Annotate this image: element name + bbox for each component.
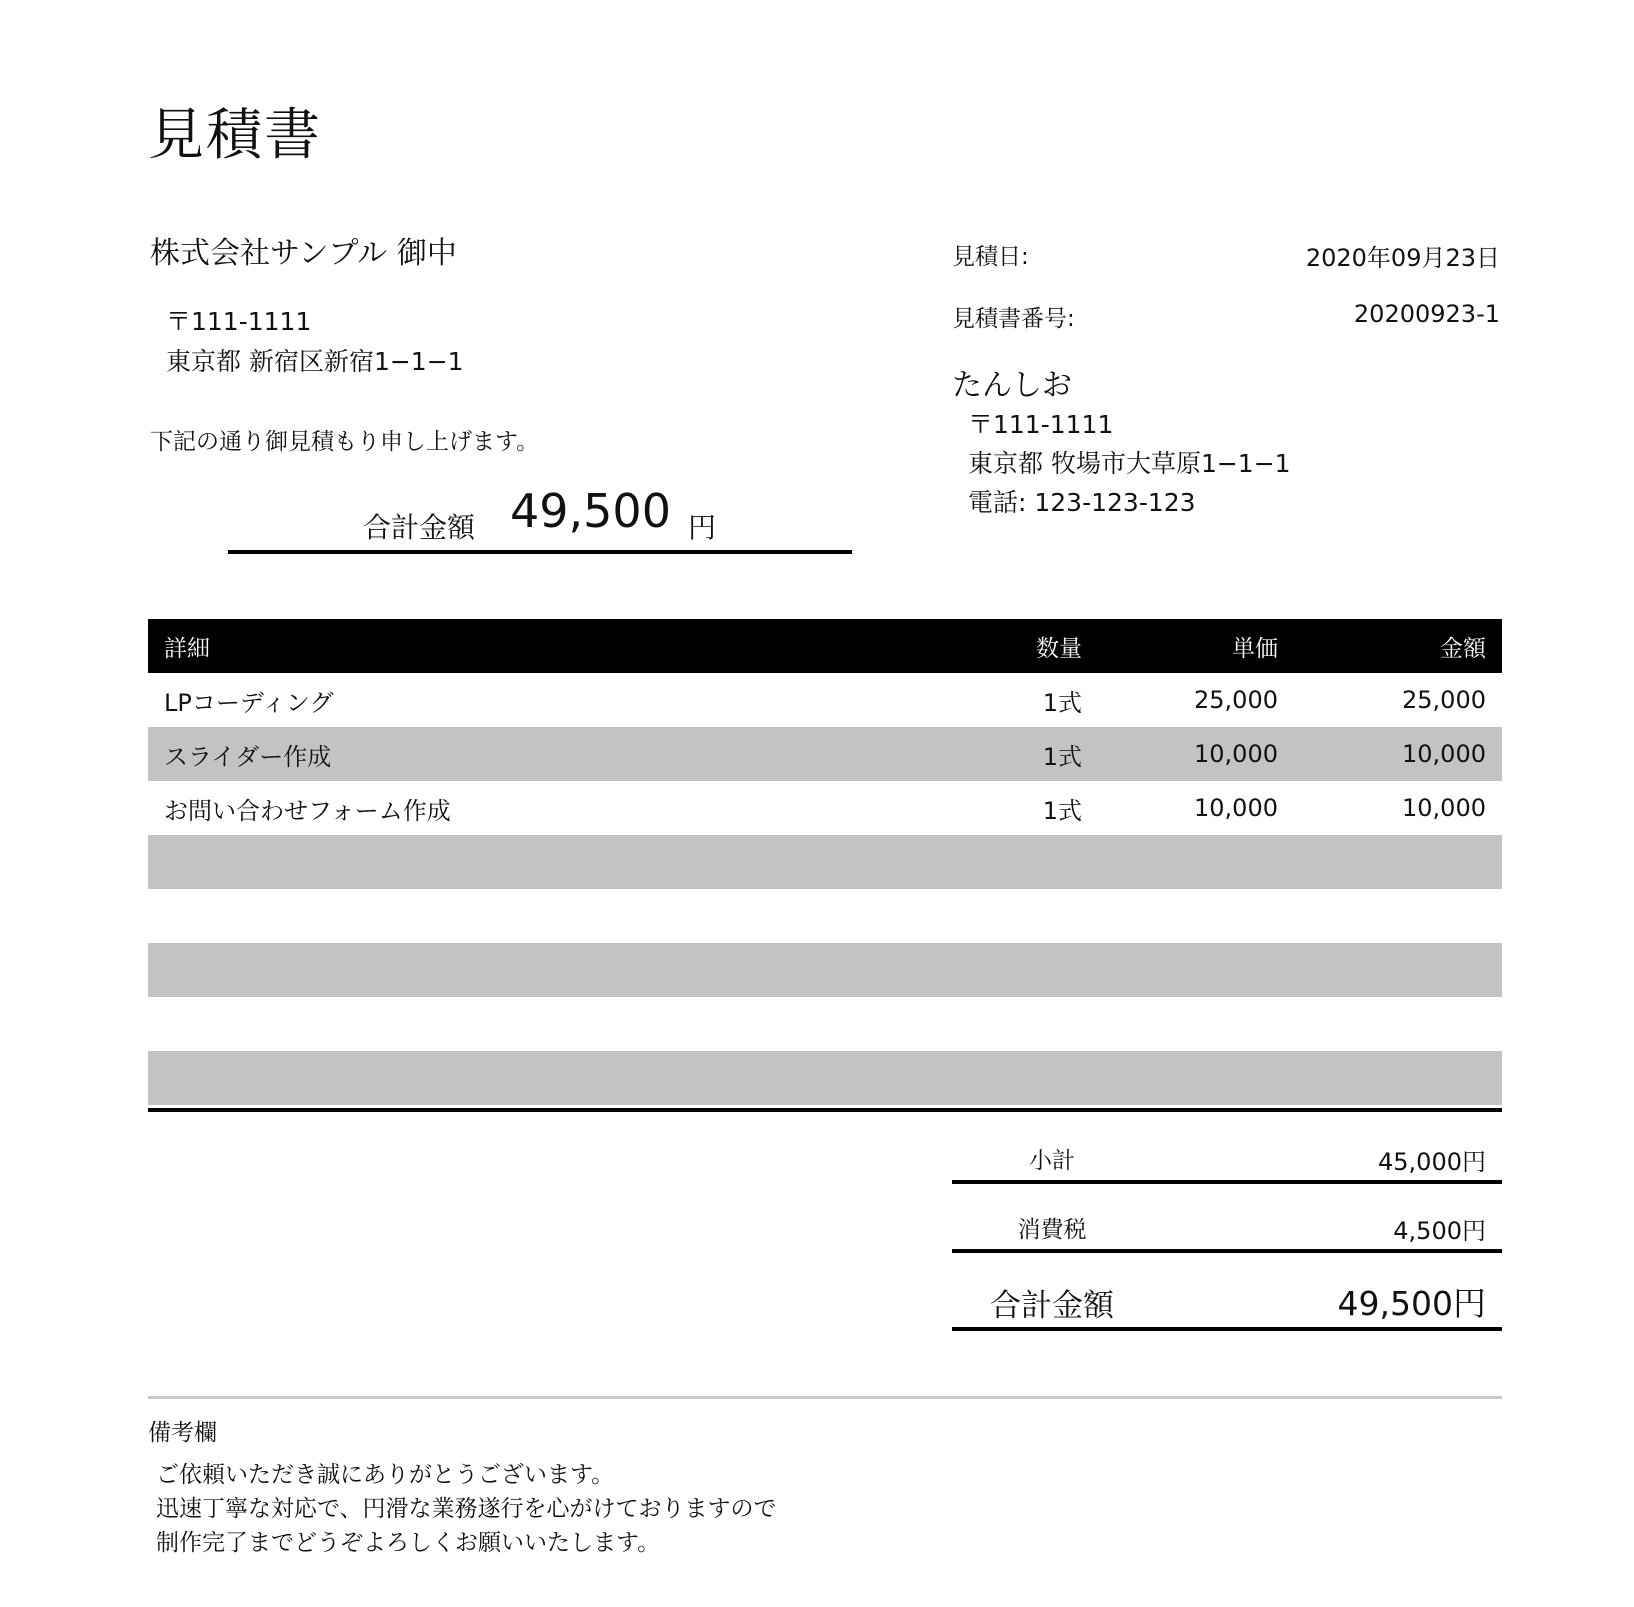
cell-detail [148, 835, 934, 889]
issuer-name: たんしお [952, 368, 1072, 403]
cell-detail [148, 943, 934, 997]
column-header-amount: 金額 [1440, 635, 1486, 662]
client-address-block [166, 302, 464, 382]
cell-amount [1278, 943, 1502, 997]
tax-value: 4,500円 [1393, 1217, 1486, 1245]
cell-quantity [934, 1051, 1082, 1105]
notes-divider [148, 1396, 1502, 1399]
table-header-row [148, 619, 1502, 673]
cell-amount [1278, 889, 1502, 943]
notes-line: ご依頼いただき誠にありがとうございます。 [156, 1462, 615, 1488]
issuer-address: 東京都 牧場市大草原1−1−1 [968, 449, 1291, 478]
table-row [148, 889, 1502, 943]
intro-text: 下記の通り御見積もり申し上げます。 [150, 429, 540, 455]
grand-total-row [952, 1270, 1502, 1331]
notes-text [156, 1458, 777, 1560]
table-row [148, 943, 1502, 997]
cell-quantity [934, 835, 1082, 889]
cell-unit-price [1082, 835, 1278, 889]
tax-row [952, 1206, 1502, 1253]
issuer-phone: 電話: 123-123-123 [968, 488, 1196, 517]
cell-quantity [934, 997, 1082, 1051]
table-bottom-rule [148, 1108, 1502, 1112]
column-header-quantity: 数量 [1036, 635, 1082, 662]
notes-line: 迅速丁寧な対応で、円滑な業務遂行を心がけておりますので [156, 1496, 777, 1522]
total-amount-value: 49,500 [510, 484, 671, 538]
cell-quantity: 1式 [1042, 688, 1082, 717]
cell-unit-price [1082, 997, 1278, 1051]
grand-total-label: 合計金額 [990, 1288, 1114, 1324]
cell-unit-price: 25,000 [1194, 686, 1278, 714]
cell-unit-price [1082, 1051, 1278, 1105]
column-header-detail: 詳細 [164, 635, 210, 662]
subtotal-value: 45,000円 [1378, 1148, 1486, 1176]
cell-detail: LPコーディング [164, 688, 334, 717]
cell-quantity: 1式 [1042, 742, 1082, 771]
cell-amount: 10,000 [1402, 794, 1486, 822]
estimate-date-row [952, 238, 1500, 272]
cell-detail: スライダー作成 [164, 742, 332, 771]
estimate-number-row [952, 300, 1500, 330]
cell-unit-price [1082, 943, 1278, 997]
cell-amount [1278, 997, 1502, 1051]
cell-quantity [934, 943, 1082, 997]
estimate-date-value: 2020年09月23日 [1305, 244, 1500, 272]
table-row [148, 835, 1502, 889]
cell-detail [148, 1051, 934, 1105]
client-address: 東京都 新宿区新宿1−1−1 [166, 347, 464, 376]
estimate-number-label: 見積書番号: [952, 306, 1075, 332]
notes-line: 制作完了までどうぞよろしくお願いいたします。 [156, 1530, 661, 1556]
table-row [148, 997, 1502, 1051]
subtotal-label: 小計 [1029, 1148, 1075, 1174]
table-row [148, 727, 1502, 781]
cell-detail [148, 889, 934, 943]
estimate-date-label: 見積日: [952, 244, 1029, 270]
column-header-unit-price: 単価 [1232, 635, 1278, 662]
issuer-postal-code: 〒111-1111 [968, 410, 1114, 439]
subtotal-row [952, 1138, 1502, 1184]
client-postal-code: 〒111-1111 [166, 307, 312, 336]
table-row [148, 781, 1502, 835]
client-name: 株式会社サンプル 御中 [150, 236, 457, 271]
cell-detail: お問い合わせフォーム作成 [164, 796, 451, 825]
cell-detail [148, 997, 934, 1051]
cell-unit-price: 10,000 [1194, 740, 1278, 768]
total-amount-label: 合計金額 [363, 511, 476, 544]
cell-amount [1278, 835, 1502, 889]
items-table [148, 619, 1502, 1105]
grand-total-value: 49,500円 [1337, 1284, 1486, 1323]
cell-amount: 10,000 [1402, 740, 1486, 768]
document-title: 見積書 [148, 103, 322, 168]
tax-label: 消費税 [1017, 1217, 1087, 1243]
cell-unit-price: 10,000 [1194, 794, 1278, 822]
cell-unit-price [1082, 889, 1278, 943]
cell-amount [1278, 1051, 1502, 1105]
issuer-info [968, 405, 1291, 522]
total-amount-unit: 円 [688, 511, 717, 544]
table-row [148, 673, 1502, 727]
cell-quantity: 1式 [1042, 796, 1082, 825]
total-amount-box [228, 482, 852, 554]
notes-label: 備考欄 [148, 1420, 217, 1446]
cell-quantity [934, 889, 1082, 943]
estimate-number-value: 20200923-1 [1353, 300, 1500, 328]
table-row [148, 1051, 1502, 1105]
cell-amount: 25,000 [1402, 686, 1486, 714]
